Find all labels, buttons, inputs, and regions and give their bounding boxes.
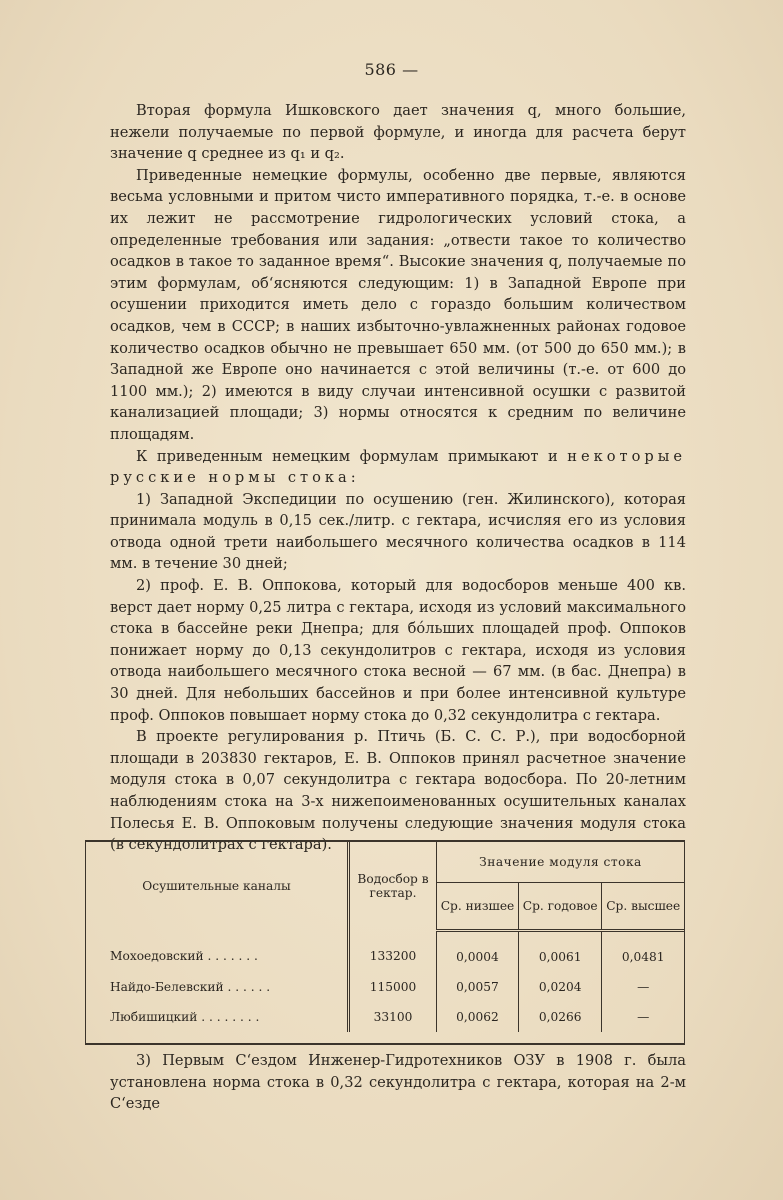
norms-intro-text: К приведенным немецким формулам примыкают и — [136, 447, 568, 465]
canal-name: Любишицкий . . . . . . . . — [86, 1002, 349, 1032]
avg-value: 0,0061 — [519, 930, 602, 972]
item-western-expedition: 1) Западной Экспедиции по осушению (ген. Жилинского), которая принимала модуль в 0,15 сек./литр. с гектара, исчисляя его из условия отвода одной трети наибольшего месячного количества осадков в 114 мм. в течение 30 дней; — [110, 490, 686, 573]
high-value: — — [637, 1009, 650, 1024]
canal-name: Найдо-Белевский . . . . . . — [86, 972, 349, 1002]
header-module-group: Значение модуля стока — [437, 842, 685, 882]
item-oppokov: 2) проф. Е. В. Оппокова, который для водосборов меньше 400 кв. верст дает норму 0,25 литра с гектара, исходя из условий максимального стока в бассейне реки Днепра; для бóльших площадей проф. Оппоков понижает норму до 0,13 секундолитров с гектара, исходя из условия отвода наибольшего месячного стока весной — 67 мм. (в бас. Днепра) в 30 дней. Для небольших бассейнов и при более интенсивной культуре проф. Оппоков повышает норму стока до 0,32 секундолитра с гектара. — [110, 577, 686, 724]
avg-value: 0,0204 — [519, 972, 602, 1002]
runoff-module-table — [85, 840, 685, 1045]
paragraph-german-formulas: Приведенные немецкие формулы, особенно две первые, являются весьма условными и притом чисто императивного порядка, т.-е. в основе их лежит не рассмотрение гидрологических условий стока, а определенные требования или задания: „отвести такое то количество осадков в такое то заданное время“. Высокие значения q, получаемые по этим формулам, об‘ясняются следующим: 1) в Западной Европе при осушении приходится иметь дело с гораздо большим количеством осадков, чем в СССР; в наших избыточно-увлажненных районах годовое количество осадков обычно не превышает 650 мм. (от 500 до 650 мм.); в Западной же Европе оно начинается с этой величины (т.-е. от 600 до 1100 мм.); 2) имеются в виду случаи интенсивной осушки с развитой канализацией площади; 3) нормы относятся к средним по величине площадям. — [110, 166, 686, 443]
catchment-value: 115000 — [349, 972, 437, 1002]
main-text — [110, 100, 686, 856]
low-value: 0,0062 — [437, 1002, 519, 1032]
paragraph-first-congress: 3) Первым С‘ездом Инженер-Гидротехников ОЗУ в 1908 г. была установлена норма стока в 0,32 секундолитра с гектара, которая на 2-м С‘езде — [110, 1052, 686, 1113]
low-value: 0,0057 — [437, 972, 519, 1002]
paragraph-russian-norms-intro — [110, 446, 686, 489]
table-row — [86, 972, 684, 1002]
header-catchment: Водосбор в гектар. — [349, 842, 437, 930]
header-high: Ср. высшее — [602, 882, 684, 930]
header-canals: Осушительные каналы — [86, 842, 349, 930]
paragraph-ptich-project: В проекте регулирования р. Птичь (Б. С. С. Р.), при водосборной площади в 203830 гектаров, Е. В. Оппоков принял расчетное значение модуля стока в 0,07 секундолитра с гектара водосбора. По 20-летним наблюдениям стока на 3-х нижепоименованных осушительных каналах Полесья Е. В. Оппоковым получены следующие значения модуля стока (в секундолитрах с гектара). — [110, 728, 686, 854]
catchment-value: 133200 — [349, 930, 437, 972]
page-number: 586 — — [364, 60, 419, 79]
catchment-value: 33100 — [349, 1002, 437, 1032]
paragraph-ishkovsky: Вторая формула Ишковского дает значения q, много большие, нежели получаемые по первой формуле, и иногда для расчета берут значение q среднее из q₁ и q₂. — [110, 102, 686, 163]
avg-value: 0,0266 — [519, 1002, 602, 1032]
header-low: Ср. низшее — [437, 882, 519, 930]
table-row — [86, 1002, 684, 1032]
low-value: 0,0004 — [437, 930, 519, 972]
high-value: 0,0481 — [621, 949, 665, 964]
header-avg: Ср. годовое — [519, 882, 602, 930]
continuation-text — [110, 1050, 686, 1115]
norms-intro-spaced: некоторые русские нормы стока: — [110, 447, 686, 487]
table-row — [86, 930, 684, 972]
high-value: — — [637, 979, 650, 994]
canal-name: Мохоедовский . . . . . . . — [86, 930, 349, 972]
